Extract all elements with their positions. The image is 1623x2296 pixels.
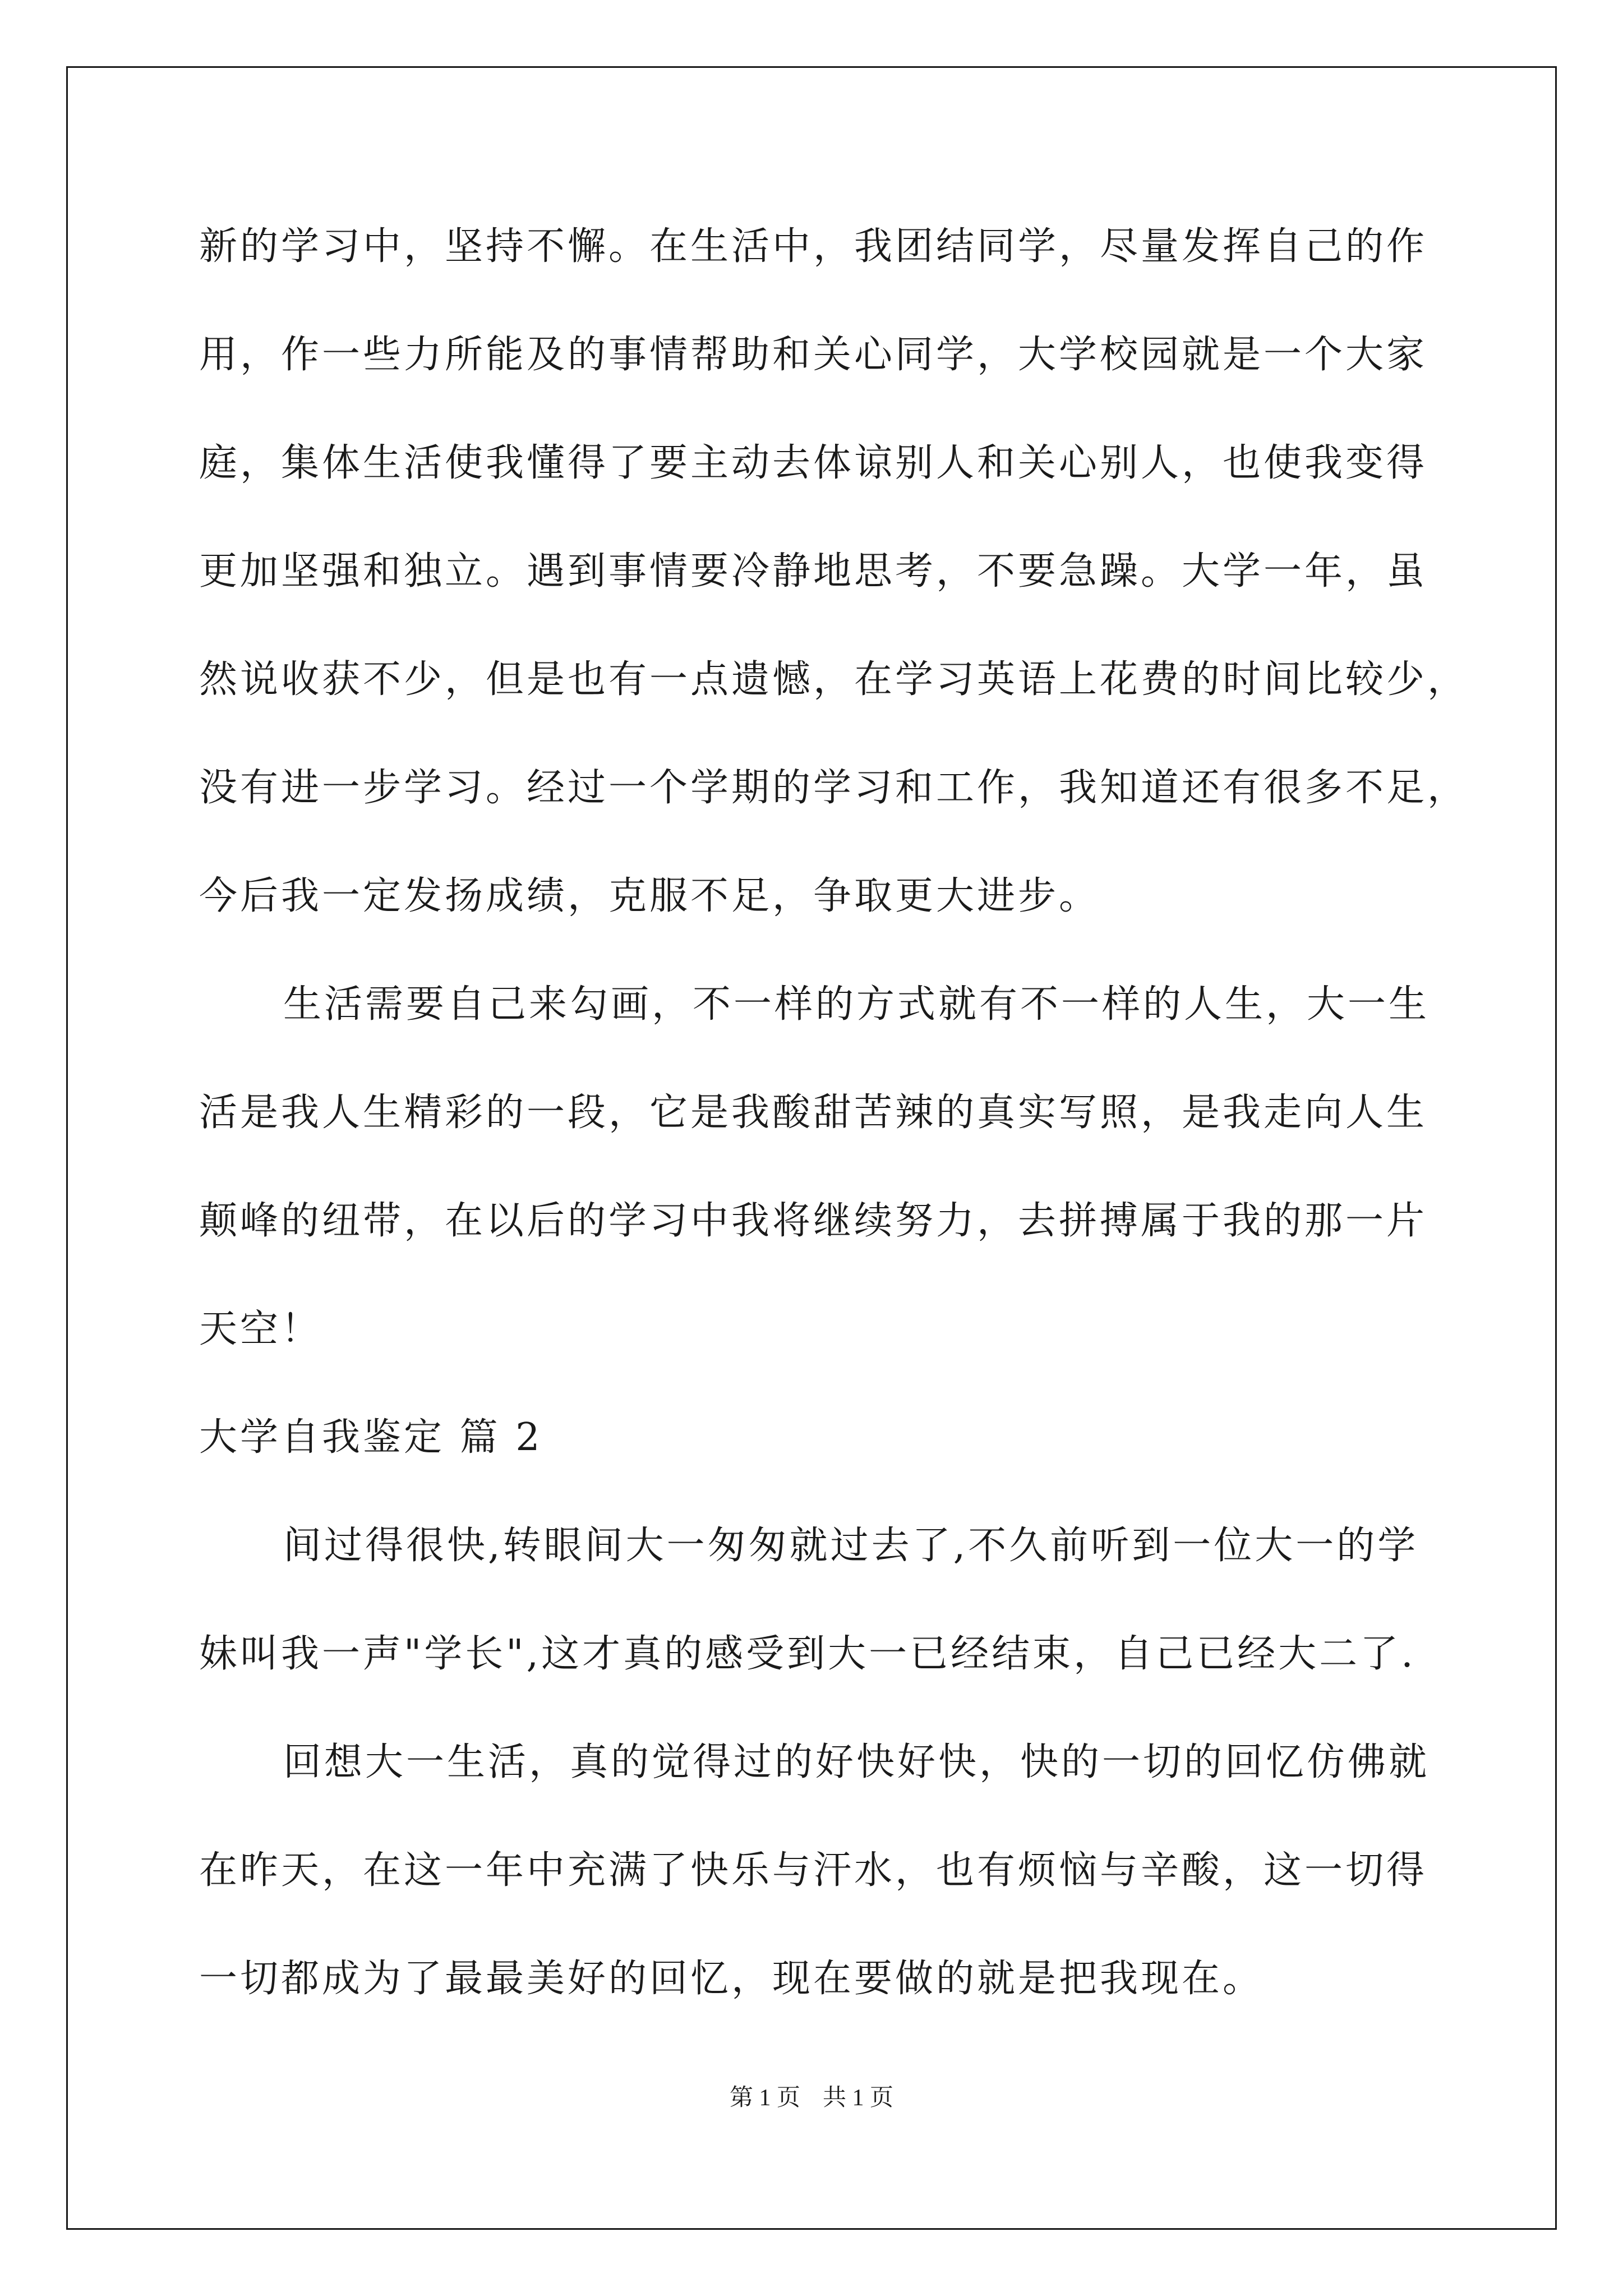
paragraph-line: 庭，集体生活使我懂得了要主动去体谅别人和关心别人，也使我变得 — [199, 441, 1428, 485]
section-heading: 大学自我鉴定 篇 2 — [199, 1415, 543, 1460]
page-total: 共 1 页 — [823, 2085, 894, 2111]
paragraph-line: 回想大一生活，真的觉得过的好快好快，快的一切的回忆仿佛就 — [283, 1740, 1430, 1784]
paragraph-line: 今后我一定发扬成绩，克服不足，争取更大进步。 — [199, 874, 1100, 918]
paragraph-line: 妹叫我一声"学长",这才真的感受到大一已经结束，自己已经大二了. — [199, 1632, 1416, 1676]
paragraph-line: 在昨天，在这一年中充满了快乐与汗水，也有烦恼与辛酸，这一切得 — [199, 1848, 1428, 1893]
paragraph-line: 更加坚强和独立。遇到事情要冷静地思考，不要急躁。大学一年，虽 — [199, 549, 1428, 593]
paragraph-line: 间过得很快,转眼间大一匆匆就过去了,不久前听到一位大一的学 — [283, 1524, 1419, 1568]
paragraph-line: 用，作一些力所能及的事情帮助和关心同学，大学校园就是一个大家 — [199, 333, 1428, 377]
page-number: 第 1 页 — [729, 2085, 800, 2111]
paragraph-line: 一切都成为了最最美好的回忆，现在要做的就是把我现在。 — [199, 1957, 1264, 2001]
paragraph-line: 颠峰的纽带，在以后的学习中我将继续努力，去拼搏属于我的那一片 — [199, 1199, 1428, 1243]
paragraph-line: 没有进一步学习。经过一个学期的学习和工作，我知道还有很多不足， — [199, 766, 1469, 810]
paragraph-line: 新的学习中，坚持不懈。在生活中，我团结同学，尽量发挥自己的作 — [199, 224, 1428, 269]
paragraph-line: 生活需要自己来勾画，不一样的方式就有不一样的人生，大一生 — [283, 982, 1430, 1027]
paragraph-line: 天空！ — [199, 1307, 322, 1351]
paragraph-line: 活是我人生精彩的一段，它是我酸甜苦辣的真实写照，是我走向人生 — [199, 1091, 1428, 1135]
document-body — [199, 216, 1469, 2056]
paragraph-line: 然说收获不少，但是也有一点遗憾，在学习英语上花费的时间比较少， — [199, 657, 1469, 702]
page-footer — [0, 2079, 1623, 2113]
